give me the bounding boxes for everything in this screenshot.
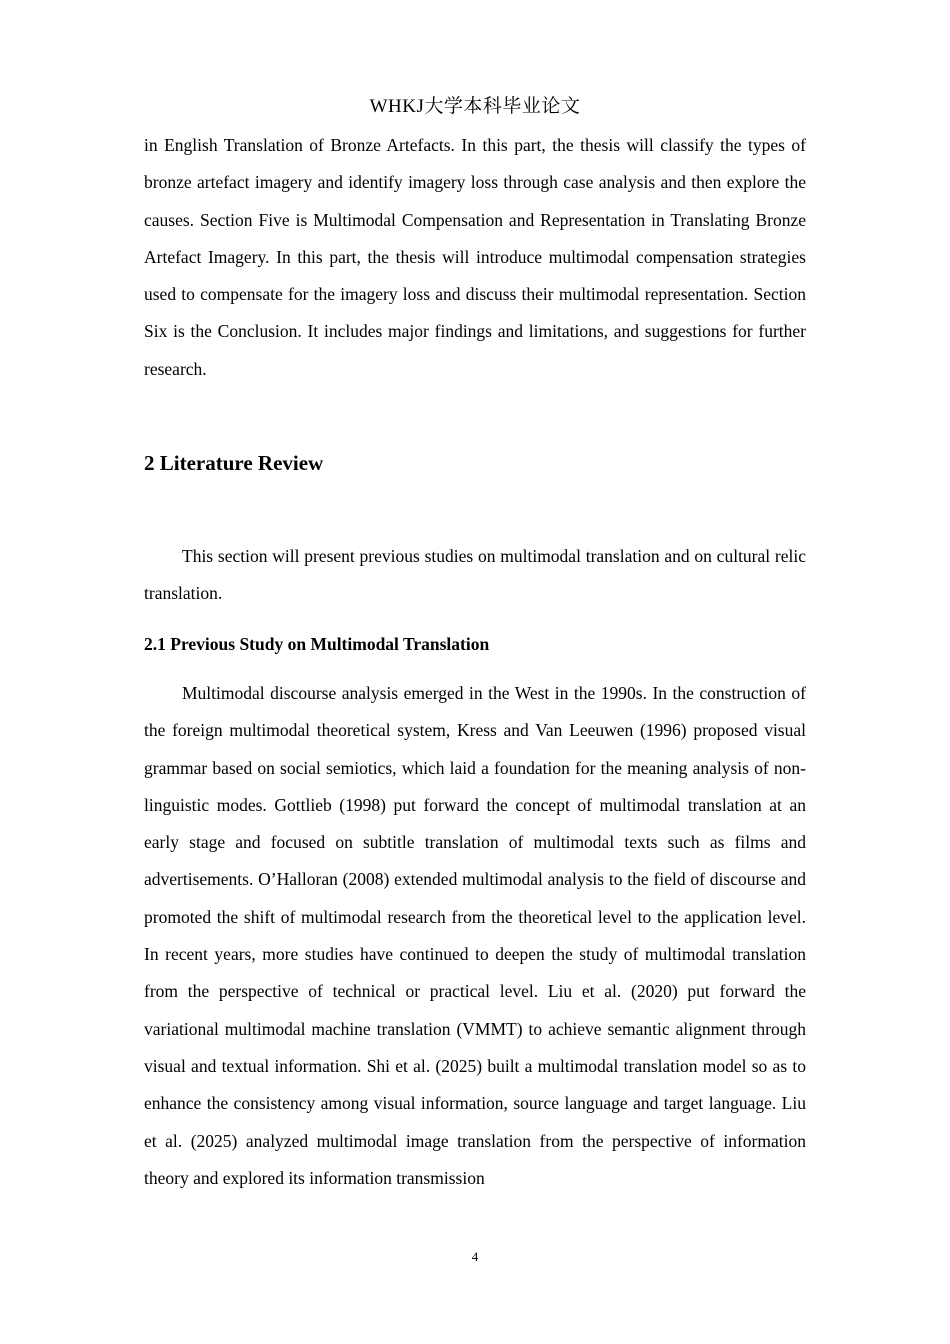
section-heading-literature-review: 2 Literature Review xyxy=(144,451,324,475)
section-intro-paragraph: This section will present previous studies on multimodal translation and on cultural relic translation. xyxy=(144,546,806,604)
page-number: 4 xyxy=(471,1249,479,1264)
multimodal-translation-paragraph: Multimodal discourse analysis emerged in the West in the 1990s. In the construction of the foreign multimodal theoretical system, Kress and Van Leeuwen (1996) proposed visual grammar based on social semiotics, which laid a foundation for the meaning analysis of non-linguistic modes. Gottlieb (1998) put forward the concept of multimodal translation at an early stage and focused on subtitle translation of multimodal texts such as films and advertisements. O’Halloran (2008) extended multimodal analysis to the field of discourse and promoted the shift of multimodal research from the theoretical level to the application level. In recent years, more studies have continued to deepen the study of multimodal translation from the perspective of technical or practical level. Liu et al. (2020) put forward the variational multimodal machine translation (VMMT) to achieve semantic alignment through visual and textual information. Shi et al. (2025) built a multimodal translation model so as to enhance the consistency among visual information, source language and target language. Liu et al. (2025) analyzed multimodal image translation from the perspective of information theory and explored its information transmission xyxy=(144,683,806,1188)
intro-paragraph: in English Translation of Bronze Artefacts. In this part, the thesis will classify the types of bronze artefact imagery and identify imagery loss through case analysis and then explore the causes. Section Five is Multimodal Compensation and Representation in Translating Bronze Artefact Imagery. In this part, the thesis will introduce multimodal compensation strategies used to compensate for the imagery loss and discuss their multimodal representation. Section Six is the Conclusion. It includes major findings and limitations, and suggestions for further research. xyxy=(144,135,806,379)
running-header: WHKJ大学本科毕业论文 xyxy=(369,96,581,117)
subsection-heading-multimodal-translation: 2.1 Previous Study on Multimodal Translation xyxy=(144,634,490,654)
